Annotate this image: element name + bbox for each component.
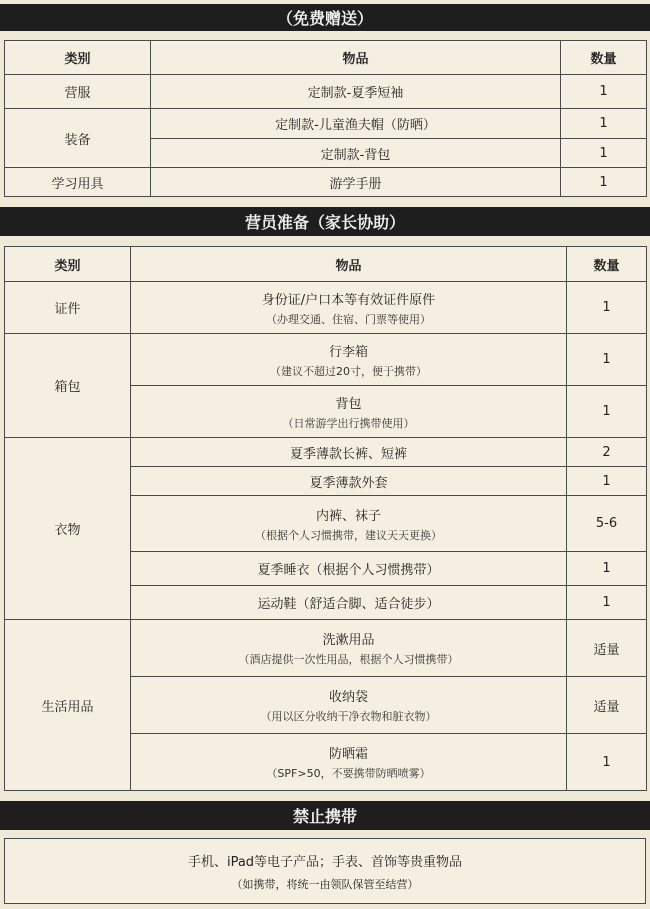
qty-cell: 1 bbox=[567, 552, 647, 586]
item-name: 行李箱 bbox=[328, 344, 368, 360]
item-name: 内裤、袜子 bbox=[315, 508, 381, 524]
item-cell bbox=[131, 496, 567, 552]
qty-cell: 1 bbox=[567, 334, 647, 386]
item-cell: 运动鞋（舒适合脚、适合徒步） bbox=[131, 586, 567, 620]
table-header-row bbox=[5, 41, 647, 75]
category-cell: 衣物 bbox=[5, 438, 131, 620]
qty-cell: 1 bbox=[567, 386, 647, 438]
section-title-camper-prep: 营员准备（家长协助） bbox=[0, 207, 650, 236]
table-row bbox=[5, 438, 647, 467]
header-category: 类别 bbox=[5, 247, 131, 282]
header-qty: 数量 bbox=[567, 247, 647, 282]
item-note: （SPF>50，不要携带防晒喷雾） bbox=[266, 767, 431, 780]
prohibited-items-text: 手机、iPad等电子产品；手表、首饰等贵重物品 bbox=[187, 854, 463, 870]
item-cell bbox=[131, 282, 567, 334]
table-row bbox=[5, 109, 647, 139]
item-note: （酒店提供一次性用品，根据个人习惯携带） bbox=[238, 653, 459, 666]
prohibited-items-note: （如携带，将统一由领队保管至结营） bbox=[231, 877, 419, 891]
prohibited-items-box bbox=[4, 838, 646, 904]
qty-cell: 1 bbox=[567, 586, 647, 620]
item-name: 收纳袋 bbox=[328, 690, 368, 705]
item-cell: 夏季薄款外套 bbox=[131, 467, 567, 496]
header-item: 物品 bbox=[131, 247, 567, 282]
header-item: 物品 bbox=[151, 41, 561, 75]
item-name: 身份证/户口本等有效证件原件 bbox=[261, 292, 436, 308]
item-cell: 游学手册 bbox=[151, 168, 561, 197]
category-cell: 学习用具 bbox=[5, 168, 151, 197]
qty-cell: 1 bbox=[561, 139, 647, 168]
item-cell bbox=[131, 386, 567, 438]
category-cell: 营服 bbox=[5, 75, 151, 109]
item-note: （建议不超过20寸，便于携带） bbox=[270, 364, 427, 378]
section-title-free-gifts: （免费赠送） bbox=[0, 4, 650, 31]
category-cell: 装备 bbox=[5, 109, 151, 168]
item-cell bbox=[131, 334, 567, 386]
qty-cell: 1 bbox=[567, 467, 647, 496]
table-row bbox=[5, 75, 647, 109]
category-cell: 生活用品 bbox=[5, 620, 131, 791]
item-note: （用以区分收纳干净衣物和脏衣物） bbox=[260, 710, 437, 723]
item-name: 洗漱用品 bbox=[322, 633, 375, 648]
table-row bbox=[5, 620, 647, 677]
item-note: （根据个人习惯携带，建议天天更换） bbox=[255, 528, 442, 542]
qty-cell: 5-6 bbox=[567, 496, 647, 552]
qty-cell: 1 bbox=[561, 168, 647, 197]
item-cell: 定制款-背包 bbox=[151, 139, 561, 168]
item-cell: 夏季睡衣（根据个人习惯携带） bbox=[131, 552, 567, 586]
category-cell: 箱包 bbox=[5, 334, 131, 438]
qty-cell: 2 bbox=[567, 438, 647, 467]
item-cell: 夏季薄款长裤、短裤 bbox=[131, 438, 567, 467]
qty-cell: 1 bbox=[561, 75, 647, 109]
free-gifts-table bbox=[4, 40, 647, 197]
item-cell bbox=[131, 734, 567, 791]
item-cell bbox=[131, 620, 567, 677]
section-title-prohibited: 禁止携带 bbox=[0, 801, 650, 830]
table-row bbox=[5, 282, 647, 334]
item-note: （日常游学出行携带使用） bbox=[282, 416, 415, 430]
header-category: 类别 bbox=[5, 41, 151, 75]
item-note: （办理交通、住宿、门票等使用） bbox=[266, 312, 431, 326]
qty-cell: 适量 bbox=[567, 620, 647, 677]
qty-cell: 适量 bbox=[567, 677, 647, 734]
item-name: 背包 bbox=[335, 396, 362, 412]
table-header-row bbox=[5, 247, 647, 282]
table-row bbox=[5, 334, 647, 386]
item-cell bbox=[131, 677, 567, 734]
header-qty: 数量 bbox=[561, 41, 647, 75]
item-name: 防晒霜 bbox=[328, 747, 368, 762]
qty-cell: 1 bbox=[561, 109, 647, 139]
camper-prep-table bbox=[4, 246, 647, 791]
item-cell: 定制款-夏季短袖 bbox=[151, 75, 561, 109]
qty-cell: 1 bbox=[567, 282, 647, 334]
category-cell: 证件 bbox=[5, 282, 131, 334]
qty-cell: 1 bbox=[567, 734, 647, 791]
item-cell: 定制款-儿童渔夫帽（防晒） bbox=[151, 109, 561, 139]
table-row bbox=[5, 168, 647, 197]
